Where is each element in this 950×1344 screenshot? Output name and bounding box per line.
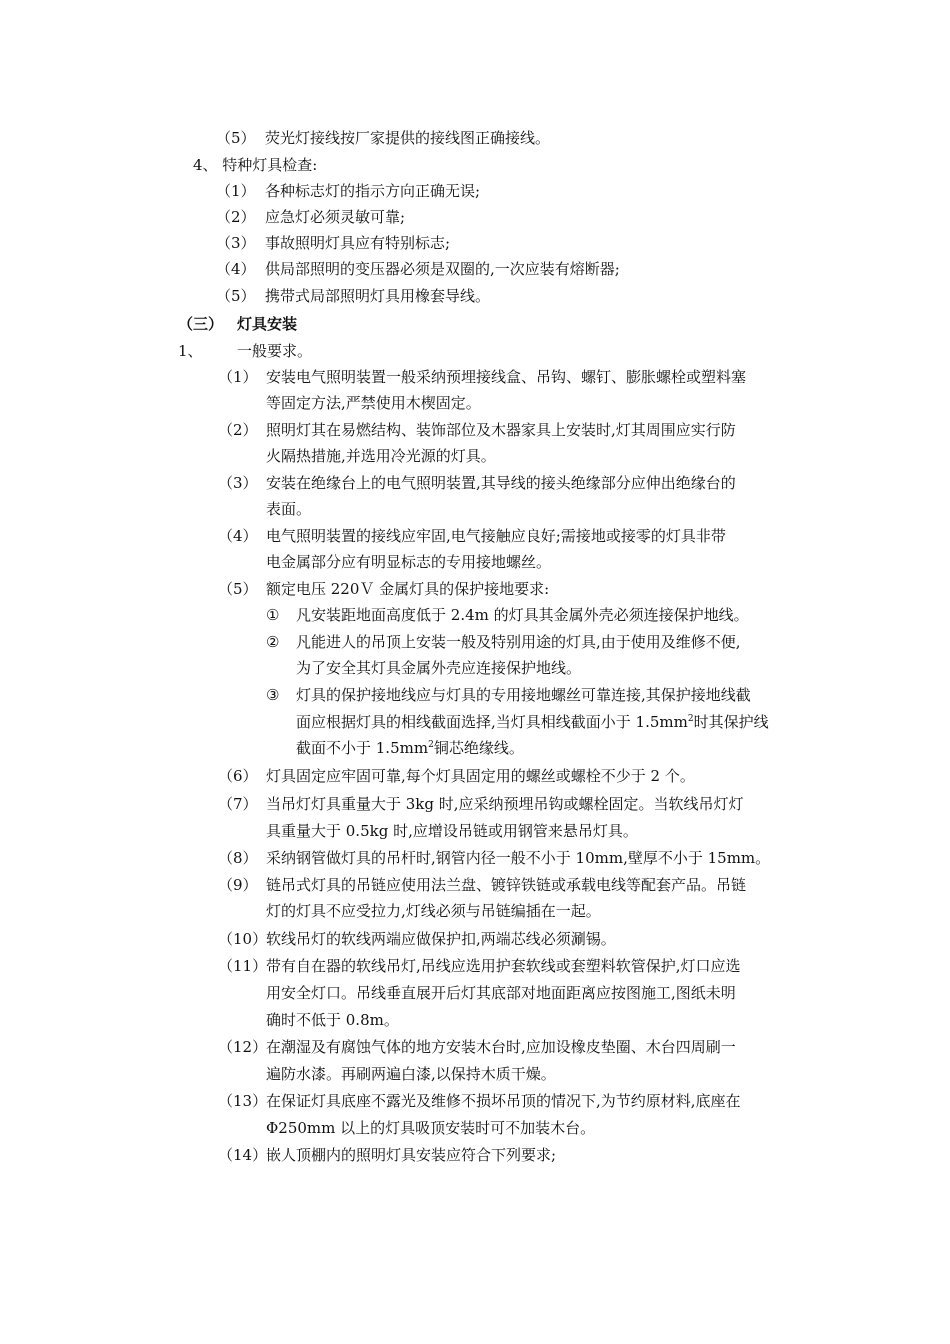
item-text: 安装电气照明装置一般采纳预埋接线盒、吊钩、螺钉、膨胀螺栓或塑料塞 — [266, 368, 747, 386]
item-number: （5） — [216, 287, 256, 305]
item-number: （1） — [218, 368, 258, 386]
item-text: 当吊灯灯具重量大于 3kg 时,应采纳预埋吊钩或螺栓固定。当软线吊灯灯 — [266, 795, 744, 813]
item-text: 照明灯其在易燃结构、装饰部位及木器家具上安装时,灯其周围应实行防 — [266, 421, 736, 439]
sub-item-text: 凡安装距地面高度低于 2.4m 的灯具其金属外壳必须连接保护地线。 — [296, 606, 749, 624]
item-number: （1） — [216, 182, 256, 200]
item-text: 事故照明灯具应有特别标志; — [265, 234, 451, 252]
item-number: （8） — [218, 849, 258, 867]
text-run: 面应根据灯具的相线截面选择,当灯具相线截面小于 1.5mm — [296, 713, 688, 731]
sub-item-text — [296, 712, 769, 732]
item-text: 等固定方法,严禁使用木楔固定。 — [266, 394, 481, 412]
section-number: （三） — [178, 315, 224, 333]
item-text: 额定电压 220Ｖ 金属灯具的保护接地要求: — [266, 580, 550, 598]
item-number: （10） — [218, 930, 268, 948]
item-number: （12） — [218, 1038, 268, 1056]
sub-item-text — [296, 738, 524, 758]
item-text: 荧光灯接线按厂家提供的接线图正确接线。 — [265, 129, 551, 147]
item-text: 安装在绝缘台上的电气照明装置,其导线的接头绝缘部分应伸出绝缘台的 — [266, 474, 736, 492]
item-text: 链吊式灯具的吊链应使用法兰盘、镀锌铁链或承载电线等配套产品。吊链 — [266, 876, 747, 894]
item-text: 各种标志灯的指示方向正确无误; — [265, 182, 481, 200]
item-text: 用安全灯口。吊线垂直展开后灯其底部对地面距离应按图施工,图纸未明 — [266, 984, 736, 1002]
item-number: （6） — [218, 767, 258, 785]
item-number: （5） — [218, 580, 258, 598]
item-number: （2） — [218, 421, 258, 439]
item-number: （7） — [218, 795, 258, 813]
item-text: 灯具固定应牢固可靠,每个灯具固定用的螺丝或螺栓不少于 2 个。 — [266, 767, 695, 785]
superscript: 2 — [428, 740, 434, 750]
item-text: 电气照明装置的接线应牢固,电气接触应良好;需接地或接零的灯具非带 — [266, 527, 726, 545]
circled-mark: ② — [266, 633, 280, 651]
item-text: 带有自在器的软线吊灯,吊线应选用护套软线或套塑料软管保护,灯口应选 — [266, 957, 741, 975]
item-number: （4） — [218, 527, 258, 545]
item-text: 在潮湿及有腐蚀气体的地方安装木台时,应加设橡皮垫圈、木台四周刷一 — [266, 1038, 736, 1056]
item-text: 在保证灯具底座不露光及维修不损坏吊顶的情况下,为节约原材料,底座在 — [266, 1092, 741, 1110]
text-run: 时其保护线 — [693, 713, 769, 731]
section-title: 灯具安装 — [237, 315, 298, 333]
sub-item-text: 为了安全其灯具金属外壳应连接保护地线。 — [296, 659, 582, 677]
text-run: 截面不小于 1.5mm — [296, 739, 429, 757]
item-number: （3） — [218, 474, 258, 492]
item-number: （9） — [218, 876, 258, 894]
item-text: 灯的灯具不应受拉力,灯线必须与吊链编插在一起。 — [266, 902, 601, 920]
item-text: 供局部照明的变压器必须是双圈的,一次应装有熔断器; — [265, 260, 620, 278]
item-text: 确时不低于 0.8m。 — [266, 1011, 399, 1029]
item-number: （2） — [216, 208, 256, 226]
item-number: （3） — [216, 234, 256, 252]
item-text: 遍防水漆。再刷两遍白漆,以保持木质干燥。 — [266, 1065, 556, 1083]
circled-mark: ① — [266, 606, 280, 624]
item-text: 软线吊灯的软线两端应做保护扣,两端芯线必须涮锡。 — [266, 930, 616, 948]
item-text: 嵌人顶棚内的照明灯具安装应符合下列要求; — [266, 1146, 557, 1164]
item-text: 应急灯必须灵敏可靠; — [265, 208, 406, 226]
item-number: （14） — [218, 1146, 268, 1164]
item-number: （11） — [218, 957, 268, 975]
sub-item-text: 灯具的保护接地线应与灯具的专用接地螺丝可靠连接,其保护接地线截 — [296, 686, 751, 704]
item-number: （5） — [216, 129, 256, 147]
item-text: 表面。 — [266, 500, 312, 518]
section-heading: 4、 特种灯具检查: — [193, 156, 318, 174]
item-number: （13） — [218, 1092, 268, 1110]
item-text: 电金属部分应有明显标志的专用接地螺丝。 — [266, 553, 552, 571]
item-text: 火隔热措施,并选用冷光源的灯具。 — [266, 447, 496, 465]
circled-mark: ③ — [266, 686, 280, 704]
text-run: 铜芯绝缘线。 — [433, 739, 524, 757]
item-text: 携带式局部照明灯具用橡套导线。 — [265, 287, 491, 305]
subsection-number: 1、 — [178, 342, 203, 360]
item-number: （4） — [216, 260, 256, 278]
subsection-title: 一般要求。 — [237, 342, 313, 360]
item-text: 具重量大于 0.5kg 时,应增设吊链或用钢管来悬吊灯具。 — [266, 822, 638, 840]
superscript: 2 — [687, 714, 694, 724]
sub-item-text: 凡能进人的吊顶上安装一般及特别用途的灯具,由于使用及维修不便, — [296, 633, 741, 651]
item-text: Φ250mm 以上的灯具吸顶安装时可不加装木台。 — [266, 1119, 596, 1137]
item-text: 采纳钢管做灯具的吊杆时,钢管内径一般不小于 10mm,壁厚不小于 15mm。 — [266, 849, 771, 867]
